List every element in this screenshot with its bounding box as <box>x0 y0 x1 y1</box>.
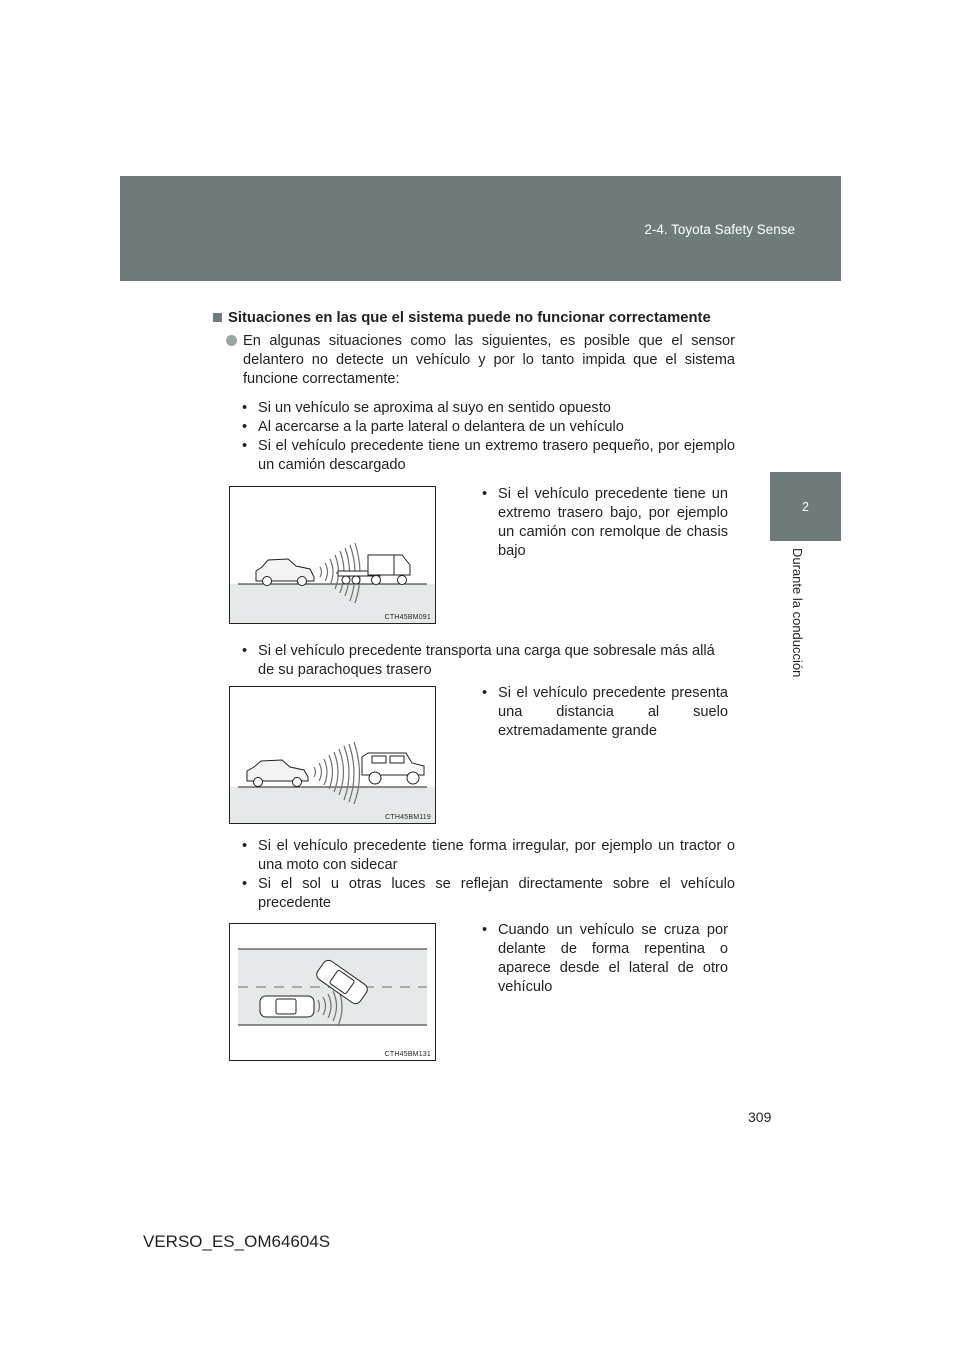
chapter-label <box>790 548 815 698</box>
section-title-text: Situaciones en las que el sistema puede no funcionar correctamente <box>228 310 711 326</box>
square-bullet-icon <box>213 313 222 322</box>
document-code: VERSO_ES_OM64604S <box>143 1232 331 1251</box>
bullet-text: Si el vehículo precedente tiene forma irregular, por ejemplo un tractor o una moto con sidecar <box>258 838 735 873</box>
figure-caption-text: Cuando un vehículo se cruza por delante de forma repentina o aparece desde el lateral de otro vehículo <box>498 922 728 995</box>
section-title <box>213 309 711 328</box>
chapter-title: Durante la conducción <box>790 548 805 678</box>
chapter-number: 2 <box>802 500 809 514</box>
bullet-dot: • <box>242 438 248 454</box>
bullet-dot: • <box>242 400 248 416</box>
bullet-text: Al acercarse a la parte lateral o delantera de un vehículo <box>258 419 624 435</box>
header-band <box>120 176 841 281</box>
figure-cut-in <box>229 923 436 1061</box>
bullet-text: Si el vehículo precedente tiene un extremo trasero pequeño, por ejemplo un camión descargado <box>258 438 735 473</box>
bullet-dot: • <box>482 922 488 938</box>
figure-caption-text: Si el vehículo precedente tiene un extremo trasero bajo, por ejemplo un camión con remolque de chasis bajo <box>498 486 728 559</box>
section-header-title: 2-4. Toyota Safety Sense <box>644 222 795 237</box>
bullet-dot: • <box>242 643 248 659</box>
bullet-dot: • <box>242 876 248 892</box>
bullet-dot: • <box>242 838 248 854</box>
figure-caption-text: Si el vehículo precedente presenta una distancia al suelo extremadamente grande <box>498 685 728 739</box>
cut-in-illustration <box>230 924 435 1060</box>
circle-bullet-icon <box>226 335 237 346</box>
figure-code: CTH45BM131 <box>384 1051 431 1058</box>
bullet-dot: • <box>482 685 488 701</box>
truck-trailer-illustration <box>230 487 435 623</box>
intro-paragraph: En algunas situaciones como las siguientes, es posible que el sensor delantero no detecte un vehículo y por lo tanto impida que el sistema funcione correctamente: <box>243 333 735 387</box>
bullet-dot: • <box>242 419 248 435</box>
bullet-dot: • <box>482 486 488 502</box>
figure-high-clearance <box>229 686 436 824</box>
chapter-tab <box>770 472 841 541</box>
bullet-text: Si un vehículo se aproxima al suyo en sentido opuesto <box>258 400 611 416</box>
bullet-text: Si el vehículo precedente transporta una carga que sobresale más allá de su parachoques trasero <box>258 643 715 678</box>
figure-code: CTH45BM091 <box>384 614 431 621</box>
bullet-text: Si el sol u otras luces se reflejan directamente sobre el vehículo precedente <box>258 876 735 911</box>
suv-illustration <box>230 687 435 823</box>
page-number: 309 <box>748 1109 772 1125</box>
figure-low-trailer <box>229 486 436 624</box>
figure-code: CTH45BM119 <box>385 814 431 821</box>
